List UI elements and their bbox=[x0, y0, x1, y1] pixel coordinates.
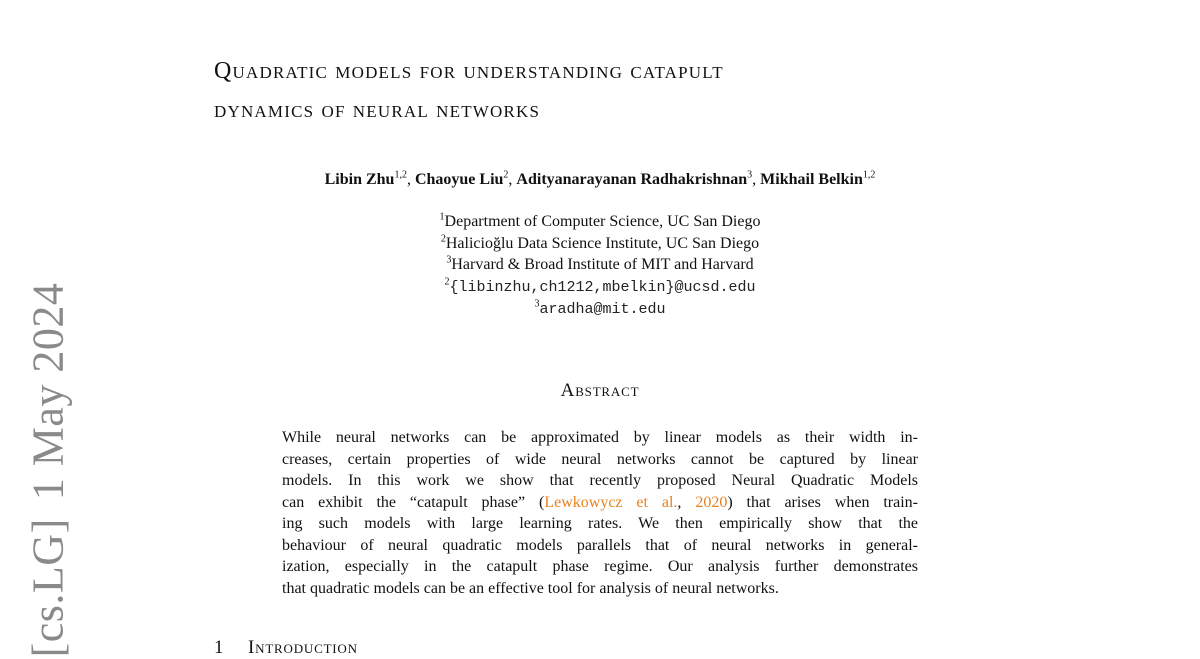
affiliation-text: Department of Computer Science, UC San Diego bbox=[444, 213, 761, 230]
author-name: Chaoyue Liu bbox=[414, 171, 504, 188]
email-sup: 2 bbox=[444, 276, 450, 288]
section-title: Introduction bbox=[248, 637, 358, 658]
affiliation-sup: 1 bbox=[439, 211, 445, 223]
email-text: {libinzhu,ch1212,mbelkin}@ucsd.edu bbox=[449, 278, 756, 296]
author-name: Adityanarayanan Radhakrishnan bbox=[516, 171, 748, 188]
affiliation-text: Harvard & Broad Institute of MIT and Harvard bbox=[451, 256, 754, 273]
affiliations bbox=[0, 211, 1200, 321]
author-list bbox=[0, 171, 1200, 189]
abstract-line: that quadratic models can be an effective tool for analysis of neural networks. bbox=[282, 579, 779, 597]
title-line-2: dynamics of neural networks bbox=[214, 97, 541, 123]
citation-year-link[interactable]: 2020 bbox=[695, 493, 728, 511]
author-affil-sup: 2 bbox=[503, 169, 509, 181]
abstract-line: creases, certain properties of wide neural networks cannot be captured by linear bbox=[282, 450, 918, 468]
arxiv-category: [cs.LG] bbox=[23, 518, 73, 658]
abstract-line: ing such models with large learning rates. We then empirically show that the bbox=[282, 515, 918, 532]
title-line-1: Quadratic models for understanding catapult bbox=[214, 58, 724, 84]
abstract-line: ization, especially in the catapult phase regime. Our analysis further demonstrates bbox=[282, 558, 918, 575]
abstract-line: While neural networks can be approximated by linear models as their width in- bbox=[282, 429, 918, 446]
author-separator: , bbox=[508, 171, 517, 188]
email-sup: 3 bbox=[534, 298, 540, 310]
author-affil-sup: 3 bbox=[747, 169, 753, 181]
citation-link[interactable]: Lewkowycz et al. bbox=[544, 493, 678, 511]
arxiv-date: 1 May 2024 bbox=[23, 282, 73, 501]
paper-title bbox=[214, 52, 1034, 130]
author-name: Libin Zhu bbox=[324, 171, 395, 188]
email-line bbox=[0, 276, 1200, 299]
section-number: 1 bbox=[214, 637, 225, 658]
affiliation-line bbox=[0, 233, 1200, 255]
abstract-text: ) that arises when train- bbox=[727, 493, 919, 511]
email-text: aradha@mit.edu bbox=[539, 301, 666, 318]
author-affil-sup: 1,2 bbox=[394, 169, 407, 181]
abstract-text: can exhibit the “catapult phase” ( bbox=[282, 493, 545, 511]
affiliation-sup: 2 bbox=[440, 233, 446, 245]
abstract-line: models. In this work we show that recently proposed Neural Quadratic Models bbox=[282, 472, 918, 489]
affiliation-line bbox=[0, 254, 1200, 276]
email-line bbox=[0, 298, 1200, 321]
abstract-heading: Abstract bbox=[560, 380, 640, 401]
author-separator: , bbox=[406, 171, 415, 188]
arxiv-stamp bbox=[23, 283, 74, 658]
affiliation-text: Halicioğlu Data Science Institute, UC San Diego bbox=[445, 234, 760, 252]
abstract-line bbox=[282, 492, 918, 514]
author-separator: , bbox=[752, 171, 761, 188]
abstract-text: , bbox=[677, 493, 696, 511]
affiliation-line bbox=[0, 211, 1200, 233]
abstract-line: behaviour of neural quadratic models parallels that of neural networks in general- bbox=[282, 536, 918, 554]
author-affil-sup: 1,2 bbox=[862, 169, 876, 181]
affiliation-sup: 3 bbox=[446, 254, 452, 266]
abstract-body bbox=[282, 427, 918, 599]
author-name: Mikhail Belkin bbox=[760, 171, 863, 188]
section-heading-introduction bbox=[214, 637, 358, 659]
